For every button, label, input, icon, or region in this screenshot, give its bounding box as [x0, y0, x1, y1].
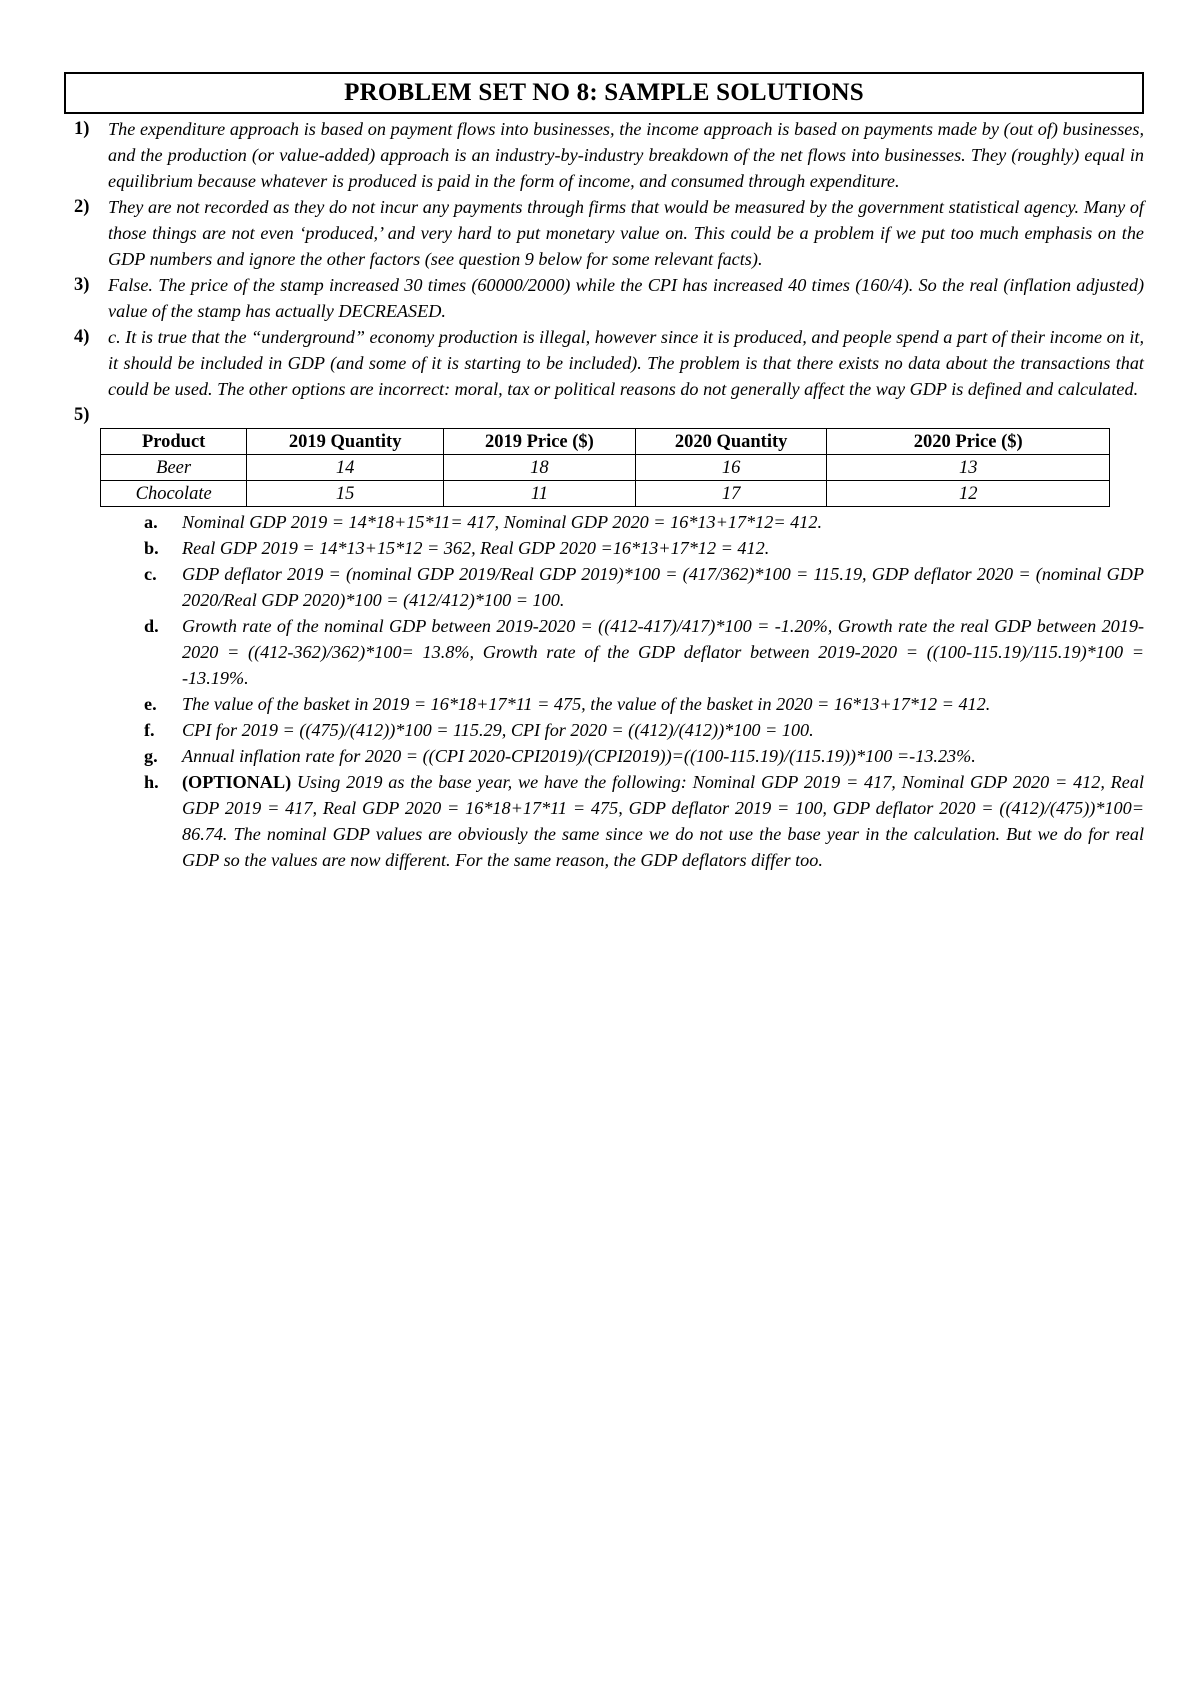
sub-answer-letter: d. [144, 616, 159, 636]
table-cell: 11 [444, 481, 636, 507]
answer-text: They are not recorded as they do not incur any payments through firms that would be measured by the government statistical agency. Many of those things are not even ‘produced,’ and very hard to put monetary value on. This could be a problem if we put too much emphasis on the GDP numbers and ignore the other factors (see question 9 below for some relevant facts). [108, 197, 1144, 269]
sub-answer-b [64, 535, 1144, 561]
sub-answer-text: The value of the basket in 2019 = 16*18+17*11 = 475, the value of the basket in 2020 = 16*13+17*12 = 412. [182, 694, 991, 714]
table-header-cell: 2020 Quantity [635, 429, 827, 455]
sub-answer-e [64, 691, 1144, 717]
sub-answer-letter: e. [144, 694, 157, 714]
sub-answer-text: CPI for 2019 = ((475)/(412))*100 = 115.29, CPI for 2020 = ((412)/(412))*100 = 100. [182, 720, 814, 740]
sub-answer-text [182, 769, 1144, 873]
sub-answer-f [64, 717, 1144, 743]
table-row [101, 481, 1110, 507]
answer-number: 2) [74, 197, 90, 217]
optional-label: (OPTIONAL) [182, 772, 292, 792]
sub-answer-d [64, 613, 1144, 691]
table-cell: Chocolate [101, 481, 247, 507]
sub-answer-a [64, 509, 1144, 535]
table-cell: 14 [247, 455, 444, 481]
table-row [101, 455, 1110, 481]
table-cell: 18 [444, 455, 636, 481]
sub-answer-text: Real GDP 2019 = 14*13+15*12 = 362, Real GDP 2020 =16*13+17*12 = 412. [182, 538, 770, 558]
table-header-cell: 2020 Price ($) [827, 429, 1110, 455]
sub-answer-letter: c. [144, 564, 157, 584]
sub-answer-text: GDP deflator 2019 = (nominal GDP 2019/Real GDP 2019)*100 = (417/362)*100 = 115.19, GDP deflator 2020 = (nominal GDP 2020/Real GDP 2020)*100 = (412/412)*100 = 100. [182, 564, 1144, 610]
product-table [100, 428, 1110, 507]
page-title: PROBLEM SET NO 8: SAMPLE SOLUTIONS [64, 72, 1144, 114]
answer-4 [64, 324, 1144, 402]
document-page [64, 72, 1144, 873]
answers-list [64, 116, 1144, 873]
answer-5 [64, 402, 1144, 428]
answer-number: 5) [74, 405, 90, 425]
sub-answer-body: Using 2019 as the base year, we have the following: Nominal GDP 2019 = 417, Nominal GDP 2020 = 412, Real GDP 2019 = 417, Real GDP 2020 = 16*18+17*11 = 475, GDP deflator 2019 = 100, GDP deflator 2020 = ((412)/(475))*100= 86.74. The nominal GDP values are obviously the same since we do not use the base year in the calculation. But we do for real GDP so the values are now different. For the same reason, the GDP deflators differ too. [182, 772, 1144, 870]
answer-number: 4) [74, 327, 90, 347]
sub-answer-text: Annual inflation rate for 2020 = ((CPI 2020-CPI2019)/(CPI2019))=((100-115.19)/(115.19))*100 =-13.23%. [182, 746, 976, 766]
table-cell: 12 [827, 481, 1110, 507]
answer-text: c. It is true that the “underground” economy production is illegal, however since it is produced, and people spend a part of their income on it, it should be included in GDP (and some of it is starting to be included). The problem is that there exists no data about the transactions that could be used. The other options are incorrect: moral, tax or political reasons do not generally affect the way GDP is defined and calculated. [108, 327, 1144, 399]
table-cell: 13 [827, 455, 1110, 481]
sub-answer-c [64, 561, 1144, 613]
sub-answer-text: Nominal GDP 2019 = 14*18+15*11= 417, Nominal GDP 2020 = 16*13+17*12= 412. [182, 512, 822, 532]
sub-answer-letter: b. [144, 538, 159, 558]
sub-answer-text: Growth rate of the nominal GDP between 2019-2020 = ((412-417)/417)*100 = -1.20%, Growth rate the real GDP between 2019-2020 = ((412-362)/362)*100= 13.8%, Growth rate of the GDP deflator between 2019-2020 = ((100-115.19)/115.19)*100 = -13.19%. [182, 616, 1144, 688]
sub-answer-h [64, 769, 1144, 873]
answer-1 [64, 116, 1144, 194]
sub-answer-letter: g. [144, 746, 158, 766]
table-header-cell: 2019 Quantity [247, 429, 444, 455]
table-cell: 15 [247, 481, 444, 507]
table-header-cell: Product [101, 429, 247, 455]
sub-answer-letter: h. [144, 772, 159, 792]
answer-number: 3) [74, 275, 90, 295]
answer-number: 1) [74, 119, 90, 139]
sub-answer-g [64, 743, 1144, 769]
answer-2 [64, 194, 1144, 272]
table-cell: Beer [101, 455, 247, 481]
table-header-row [101, 429, 1110, 455]
sub-answer-letter: f. [144, 720, 155, 740]
sub-answer-letter: a. [144, 512, 158, 532]
answer-text: The expenditure approach is based on payment flows into businesses, the income approach is based on payments made by (out of) businesses, and the production (or value-added) approach is an industry-by-industry breakdown of the net flows into businesses. They (roughly) equal in equilibrium because whatever is produced is paid in the form of income, and consumed through expenditure. [108, 119, 1144, 191]
table-header-cell: 2019 Price ($) [444, 429, 636, 455]
table-cell: 16 [635, 455, 827, 481]
answer-text: False. The price of the stamp increased 30 times (60000/2000) while the CPI has increased 40 times (160/4). So the real (inflation adjusted) value of the stamp has actually DECREASED. [108, 275, 1144, 321]
answer-3 [64, 272, 1144, 324]
table-cell: 17 [635, 481, 827, 507]
